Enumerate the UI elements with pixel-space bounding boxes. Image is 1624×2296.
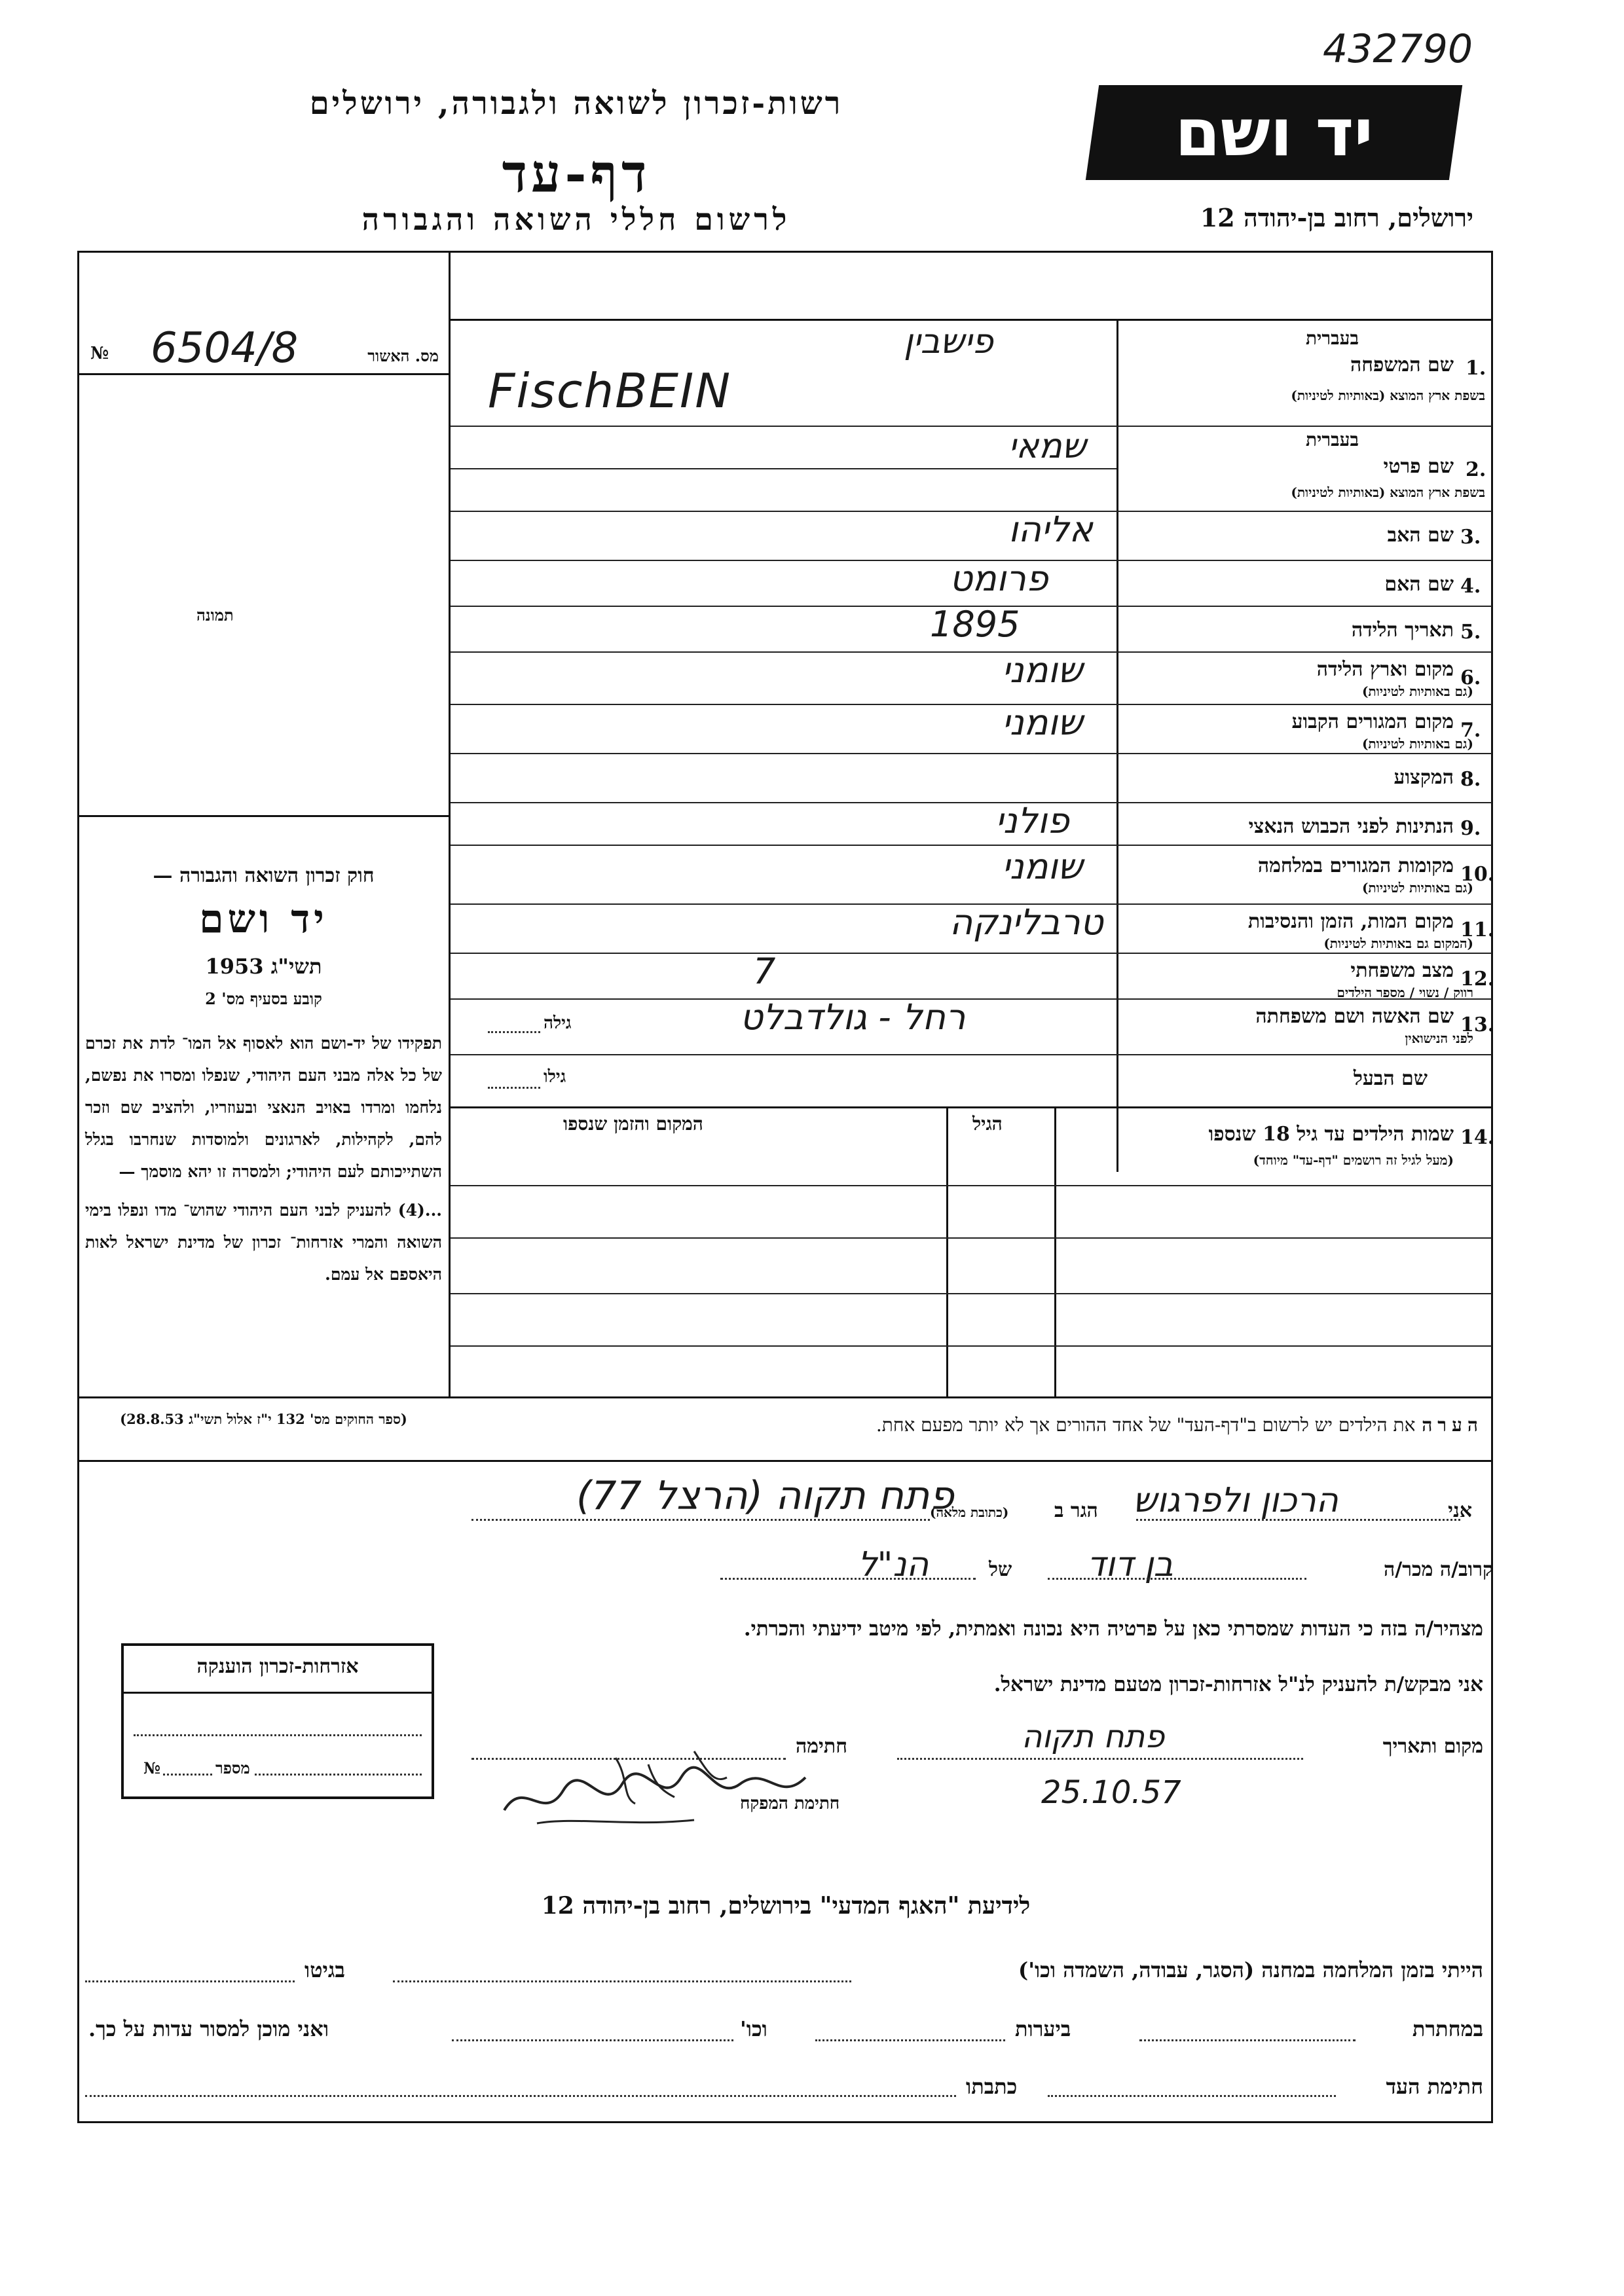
field-label: שם המשפחה [1350,354,1454,376]
law-title: חוק זכרון השואה והגבורה — [153,864,375,887]
field-value[interactable]: שומני [1002,702,1083,743]
law-year: תשי"ג 1953 [205,954,322,979]
field-label: מקום המגורים הקבוע [1291,710,1454,733]
field-label: מקום וארץ הלידה [1316,658,1454,681]
footer-line3-b: כתבתו [966,2074,1018,2099]
citizenship-title: אזרחות-זכרון הוענקה [196,1655,359,1678]
field-value[interactable]: רחל - גולדבלט [740,996,966,1038]
field-label: מקומות המגורים במלחמה [1257,854,1454,877]
decl-relation-label: קרוב/ה מכר/ה [1384,1558,1493,1581]
field-sub: (גם באותיות לטיניות) [1361,683,1473,699]
field-label: מקום המות, הזמן והנסיבות [1247,910,1454,933]
law-text-2: ...(4) להעניק לבני העם היהודי שהוש־ מדו ונפלו בימי השואה והמרי אזרחות־ זכרון של מדינת ישראל לאות היאספם אל עמם. [85,1201,442,1284]
field-tag: בעברית [1305,327,1359,349]
decl-line3: מצהיר/ה בזה כי העדות שמסרתי כאן על פרטיה היא נכונה ואמתית, לפי מיטב ידיעתי והכרתי. [743,1617,1483,1641]
law-ref: (ספר החוקים מס' 132 י"ז אלול תשי"ג 28.8.53) [120,1411,407,1427]
photo-label: תמונה [196,606,234,625]
footer-line1-b: בגיטו [304,1958,345,1982]
field-label: מצב משפחתי [1350,959,1454,982]
decl-date[interactable]: 25.10.57 [1041,1774,1181,1811]
field-number: 9. [1460,817,1481,840]
footer-line2-d: ואני מוכן למסור עדות על כך. [88,2016,329,2041]
archive-number: 432790 [1323,26,1473,72]
first-name-hebrew[interactable]: שמאי [1008,427,1086,466]
decl-signature-label: חתימה [796,1735,847,1758]
footer-title: לידיעת "האגף המדעי" בירושלים, רחוב בן-יהודה 12 [541,1892,1031,1920]
field-value[interactable]: פרומט [950,558,1048,599]
field-number: 7. [1460,719,1481,742]
children-label: שמות הילדים עד גיל 18 שנספו [1208,1123,1454,1146]
field-sub: בשפת ארץ המוצא (באותיות לטיניות) [1291,484,1485,500]
citizenship-number-label: מספר [215,1758,250,1777]
field-sub: (גם באותיות לטיניות) [1361,736,1473,752]
decl-ani: אני [1448,1499,1472,1522]
family-name-hebrew[interactable]: פישבין [904,322,993,361]
decl-address[interactable]: פתח תקוה (הרצל 77) [576,1473,954,1519]
children-col-place: המקום והזמן שנספו [563,1113,703,1135]
approval-suffix: № [90,344,109,363]
footer-line2-b: ביערות [1015,2016,1071,2041]
yad-vashem-logo [1086,85,1462,180]
field-number: 13. [1460,1013,1495,1036]
form-subtitle: לרשום חללי השואה והגבורה [361,202,791,237]
decl-supervisor-label: חתימת המפקח [740,1794,840,1813]
field-number: 3. [1460,526,1481,549]
decl-address-sub: (כתובת מלאה) [930,1504,1009,1520]
org-line: רשות-זכרון לשואה ולגבורה, ירושלים [309,85,843,122]
field-number: 12. [1460,968,1495,991]
field-label: תאריך הלידה [1351,619,1454,642]
field-sub: לפני הנישואין [1405,1030,1473,1046]
approval-row [85,324,445,373]
footer-line2-c: וכו' [740,2016,767,2041]
decl-place-date[interactable]: פתח תקוה [1022,1719,1165,1755]
field-number: 5. [1460,621,1481,644]
footer-line2-a: במחתרת [1412,2016,1483,2041]
approval-value[interactable]: 6504/8 [151,324,299,373]
field-number: 1. [1466,357,1486,380]
children-col-age: הגיל [972,1113,1003,1135]
field-number: 4. [1460,575,1481,598]
field-sub: רווק / נשוי / מספר הילדים [1337,985,1473,1000]
decl-name[interactable]: הרכון ולפרגוש [1133,1481,1338,1520]
field-value[interactable]: אליהו [1008,509,1093,550]
note-row [576,1414,1483,1436]
decl-of-label: של [989,1558,1012,1581]
wife-age-label: גילה [544,1013,572,1033]
address: ירושלים, רחוב בן-יהודה 12 [1200,203,1473,232]
law-name: יד ושם [199,896,328,942]
decl-lives-label: הגר ב [1054,1499,1098,1522]
field-number: 6. [1460,666,1481,689]
field-label: המקצוע [1393,766,1454,789]
field-number: 11. [1460,919,1495,941]
field-label: שם האשה ושם משפחתה [1255,1005,1454,1028]
logo-text: יד ושם [1175,94,1373,171]
decl-of[interactable]: הנ"ל [858,1545,929,1584]
decl-relation[interactable]: בן דוד [1087,1545,1173,1584]
field-value[interactable]: שומני [1002,649,1083,691]
husband-age-label: גילו [544,1067,566,1087]
signature-scribble [498,1738,838,1832]
form-title: דף-עד [502,143,651,204]
footer-line3-a: חתימת העד [1386,2074,1483,2099]
decl-place-date-label: מקום ותאריך [1382,1735,1483,1758]
field-value[interactable]: פולני [995,800,1069,841]
law-text: תפקידו של יד-ושם הוא לאסוף אל המו־ לדת את זכרם של כל אלה מבני העם היהודי, שנפלו ומסרו את נפשם, נלחמו ומרדו באויב הנאצי ובעוזריו, ולהציב שם וזכר להם, לקהילות, לארגונים ולמוסדות שנחרבו בגלל השתייכותם לעם היהודי; ולמסרה זו יהא מוסמך — [85,1034,442,1181]
field-number: 2. [1466,458,1486,481]
field-sub: (המקום גם באותיות לטיניות) [1323,936,1473,951]
field-number: 10. [1460,863,1495,886]
field-sub: בשפת ארץ המוצא (באותיות לטיניות) [1291,388,1485,403]
field-label: הנתינות לפני הכבוש הנאצי [1248,815,1454,838]
field-label: שם האם [1384,573,1454,596]
field-value[interactable]: 7 [753,951,776,992]
note-label: הערה [1422,1414,1483,1436]
approval-label: מס. האשור [367,346,439,365]
children-sub: (מעל לגיל זה רושמים "דף-עד" מיוחד) [1253,1152,1454,1168]
citizenship-suffix: № [143,1758,161,1777]
field-value[interactable]: טרבלינקה [950,902,1103,943]
children-number: 14. [1460,1126,1495,1149]
field-number: 8. [1460,768,1481,791]
note-text: את הילדים יש לרשום ב"דף-העד" של אחד ההורים אך לא יותר מפעם אחת. [876,1414,1416,1436]
law-section: קובע בסעיף מס' 2 [205,989,322,1008]
citizenship-box [121,1643,434,1799]
footer-line1-a: הייתי בזמן המלחמה במחנה (הסגר, עבודה, השמדה וכו') [1018,1958,1483,1982]
field-value[interactable]: 1895 [930,604,1020,645]
field-label: שם האב [1387,524,1454,547]
field-sub: (גם באותיות לטיניות) [1361,880,1473,896]
field-value[interactable]: שומני [1002,846,1083,887]
field-tag: בעברית [1305,429,1359,450]
family-name-latin[interactable]: FischBEIN [488,363,732,418]
field-label: שם פרטי [1383,455,1454,478]
husband-label: שם הבעל [1353,1067,1428,1090]
law-panel [85,864,442,1290]
decl-line4: אני מבקש/ת להעניק לנ"ל אזרחות-זכרון מטעם מדינת ישראל. [993,1673,1483,1696]
